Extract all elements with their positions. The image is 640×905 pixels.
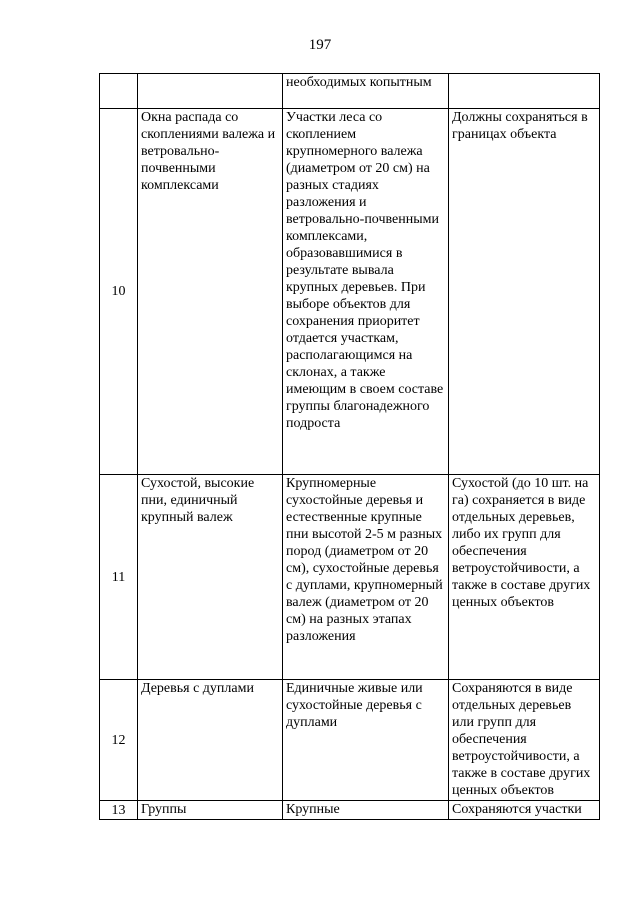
row-number-cell: 11 [100, 475, 138, 680]
table-row [100, 801, 600, 820]
requirement-cell: Должны сохраняться в границах объекта [449, 109, 600, 475]
requirement-cell [449, 74, 600, 109]
table-row [100, 109, 600, 475]
object-name-cell: Окна распада со скоплениями валежа и ветровально-почвенными комплексами [138, 109, 283, 475]
objects-table [99, 73, 600, 820]
object-description-cell: необходимых копытным [283, 74, 449, 109]
object-description-cell: Участки леса со скоплением крупномерного валежа (диаметром от 20 см) на разных стадиях разложения и ветровально-почвенными комплексами, образовавшимися в результате вывала крупных деревьев. При выборе объектов для сохранения приоритет отдается участкам, располагающимся на склонах, а также имеющим в своем составе группы благонадежного подроста [283, 109, 449, 475]
row-number-cell [100, 74, 138, 109]
table-row [100, 475, 600, 680]
object-name-cell: Деревья с дуплами [138, 680, 283, 801]
object-name-cell: Сухостой, высокие пни, единичный крупный валеж [138, 475, 283, 680]
object-description-cell: Крупномерные сухостойные деревья и естественные крупные пни высотой 2-5 м разных пород (диаметром от 20 см), сухостойные деревья с дуплами, крупномерный валеж (диаметром от 20 см) на разных этапах разложения [283, 475, 449, 680]
row-number-cell: 10 [100, 109, 138, 475]
table-row [100, 74, 600, 109]
object-description-cell: Крупные [283, 801, 449, 820]
requirement-cell: Сохраняются в виде отдельных деревьев или групп для обеспечения ветроустойчивости, а также в составе других ценных объектов [449, 680, 600, 801]
object-name-cell [138, 74, 283, 109]
requirement-cell: Сохраняются участки [449, 801, 600, 820]
object-name-cell: Группы [138, 801, 283, 820]
page-number: 197 [308, 37, 332, 53]
table-row [100, 680, 600, 801]
object-description-cell: Единичные живые или сухостойные деревья с дуплами [283, 680, 449, 801]
row-number-cell: 13 [100, 801, 138, 820]
row-number-cell: 12 [100, 680, 138, 801]
requirement-cell: Сухостой (до 10 шт. на га) сохраняется в виде отдельных деревьев, либо их групп для обеспечения ветроустойчивости, а также в составе других ценных объектов [449, 475, 600, 680]
